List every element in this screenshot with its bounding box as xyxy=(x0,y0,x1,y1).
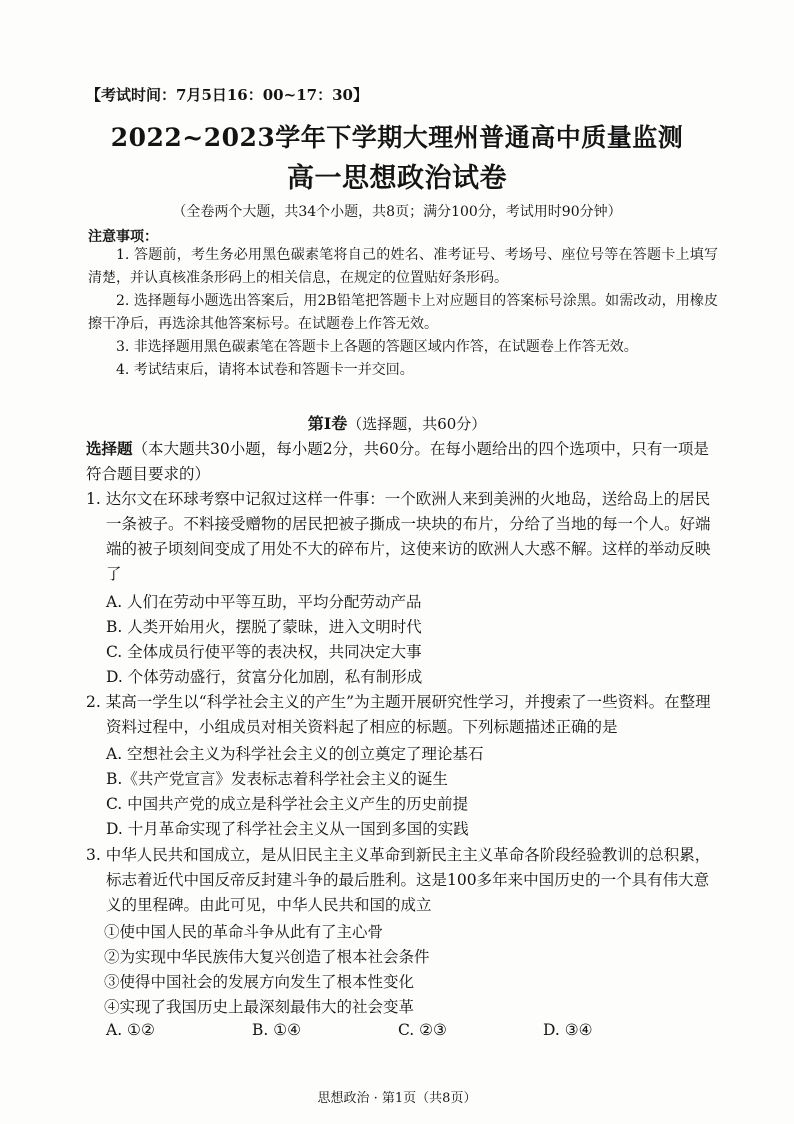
exam-subject-title: 高一思想政治试卷 xyxy=(287,163,507,194)
notice-item: 2. 选择题每小题选出答案后，用2B铅笔把答题卡上对应题目的答案标号涂黑。如需改动，用橡皮擦干净后，再选涂其他答案标号。在试题卷上作答无效。 xyxy=(88,293,718,332)
question-3-item-3: ③使得中国社会的发展方向发生了根本性变化 xyxy=(104,973,415,991)
question-3-choice-a: A. ①② xyxy=(106,1021,155,1039)
question-1-option-d: D. 个体劳动盛行，贫富分化加剧，私有制形成 xyxy=(106,668,423,686)
question-1-stem: 1. 达尔文在环球考察中记叙过这样一件事：一个欧洲人来到美洲的火地岛，送给岛上的居民一条被子。不料接受赠物的居民把被子撕成一块块的布片，分给了当地的每一个人。好端端的被子顷刻间变成了用处不大的碎布片，这使来访的欧洲人大惑不解。这样的举动反映了 xyxy=(86,490,711,583)
question-1-option-c: C. 全体成员行使平等的表决权，共同决定大事 xyxy=(106,643,422,661)
question-3-choice-d: D. ③④ xyxy=(543,1021,593,1039)
notice-heading: 注意事项： xyxy=(88,229,158,245)
section-instructions xyxy=(86,436,716,487)
section-subtitle: （选择题，共60分） xyxy=(347,415,487,433)
notice-list xyxy=(88,244,718,382)
section-title xyxy=(0,411,794,434)
question-3-item-2: ②为实现中华民族伟大复兴创造了根本社会条件 xyxy=(104,948,430,966)
notice-item: 1. 答题前，考生务必用黑色碳素笔将自己的姓名、准考证号、考场号、座位号等在答题卡上填写清楚，并认真核准条形码上的相关信息，在规定的位置贴好条形码。 xyxy=(88,247,718,286)
question-3-item-4: ④实现了我国历史上最深刻最伟大的社会变革 xyxy=(104,998,415,1016)
question-1-option-a: A. 人们在劳动中平等互助，平均分配劳动产品 xyxy=(106,593,422,611)
question-2-option-b: B.《共产党宣言》发表标志着科学社会主义的诞生 xyxy=(106,770,448,788)
page-footer: 思想政治 · 第1页（共8页） xyxy=(317,1091,477,1106)
question-2-option-d: D. 十月革命实现了科学社会主义从一国到多国的实践 xyxy=(106,820,469,838)
exam-time: 【考试时间：7月5日16：00~17：30】 xyxy=(86,86,368,104)
question-3-choice-b: B. ①④ xyxy=(252,1021,302,1039)
question-3-stem: 3. 中华人民共和国成立，是从旧民主主义革命到新民主主义革命各阶段经验教训的总积累，标志着近代中国反帝反封建斗争的最后胜利。这是100多年来中国历史的一个具有伟大意义的里程碑。由此可见，中华人民共和国的成立 xyxy=(86,846,711,914)
section-title-main: 第Ⅰ卷 xyxy=(307,414,348,433)
question-3-choice-c: C. ②③ xyxy=(398,1021,447,1039)
question-1-option-b: B. 人类开始用火，摆脱了蒙昧，进入文明时代 xyxy=(106,618,422,636)
question-2-stem: 2. 某高一学生以“科学社会主义的产生”为主题开展研究性学习，并搜索了一些资料。在整理资料过程中，小组成员对相关资料起了相应的标题。下列标题描述正确的是 xyxy=(86,693,711,736)
exam-title: 2022~2023学年下学期大理州普通高中质量监测 xyxy=(110,123,684,152)
notice-item: 3. 非选择题用黑色碳素笔在答题卡上各题的答题区域内作答，在试题卷上作答无效。 xyxy=(116,339,638,355)
question-2-option-c: C. 中国共产党的成立是科学社会主义产生的历史前提 xyxy=(106,795,469,813)
instructions-text: （本大题共30小题，每小题2分，共60分。在每小题给出的四个选项中，只有一项是符合题目要求的） xyxy=(86,440,709,483)
notice-item: 4. 考试结束后，请将本试卷和答题卡一并交回。 xyxy=(116,362,414,378)
instructions-label: 选择题 xyxy=(86,439,133,458)
question-2-option-a: A. 空想社会主义为科学社会主义的创立奠定了理论基石 xyxy=(106,745,484,763)
exam-info: （全卷两个大题，共34个小题，共8页；满分100分，考试用时90分钟） xyxy=(172,204,622,220)
question-3-item-1: ①使中国人民的革命斗争从此有了主心骨 xyxy=(104,923,384,941)
